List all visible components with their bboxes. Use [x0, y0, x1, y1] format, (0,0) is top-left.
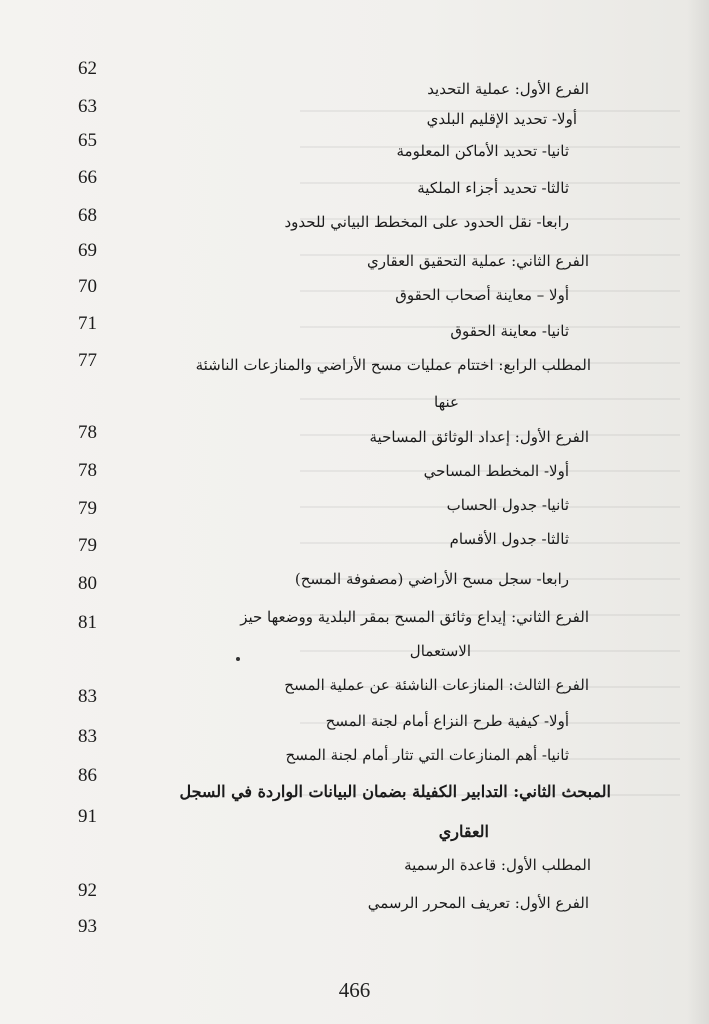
toc-entry-continuation: عنها — [434, 393, 459, 411]
toc-page-number: 70 — [78, 276, 97, 297]
toc-row — [0, 356, 709, 386]
toc-row — [0, 286, 709, 316]
toc-row — [0, 608, 709, 638]
toc-page-number: 92 — [78, 880, 97, 901]
toc-entry-text: الفرع الثالث: المنازعات الناشئة عن عملية المسح — [284, 676, 589, 694]
toc-entry-text: المبحث الثاني: التدابير الكفيلة بضمان البيانات الواردة في السجل — [179, 782, 611, 801]
toc-entry-text: الفرع الأول: إعداد الوثائق المساحية — [369, 428, 589, 446]
toc-row — [0, 570, 709, 600]
toc-entry-text: ثانيا- معاينة الحقوق — [450, 322, 569, 340]
toc-entry-text: الفرع الأول: تعريف المحرر الرسمي — [367, 894, 589, 912]
toc-entry-continuation: العقاري — [438, 822, 489, 841]
toc-entry-text: المطلب الأول: قاعدة الرسمية — [404, 856, 591, 874]
toc-page-number: 78 — [78, 460, 97, 481]
toc-entry-text: ثالثا- تحديد أجزاء الملكية — [417, 179, 569, 197]
toc-page-number: 68 — [78, 205, 97, 226]
toc-entry-text: رابعا- سجل مسح الأراضي (مصفوفة المسح) — [294, 570, 569, 588]
toc-row — [0, 642, 709, 672]
toc-page-number: 66 — [78, 167, 97, 188]
toc-page-number: 71 — [78, 313, 97, 334]
toc-entry-text: المطلب الرابع: اختتام عمليات مسح الأراضي والمنازعات الناشئة — [195, 356, 591, 374]
toc-entry-text: أولا- تحديد الإقليم البلدي — [426, 110, 577, 128]
toc-page-number: 79 — [78, 498, 97, 519]
toc-entry-text: أولا- كيفية طرح النزاع أمام لجنة المسح — [325, 712, 569, 730]
toc-page-number: 83 — [78, 686, 97, 707]
toc-page-number: 63 — [78, 96, 97, 117]
toc-page-number: 91 — [78, 806, 97, 827]
toc-row — [0, 530, 709, 560]
toc-entry-text: الفرع الثاني: عملية التحقيق العقاري — [366, 252, 589, 270]
toc-entry-text: ثانيا- تحديد الأماكن المعلومة — [396, 142, 569, 160]
toc-page-number: 93 — [78, 916, 97, 937]
toc-page-number: 69 — [78, 240, 97, 261]
toc-row — [0, 822, 709, 852]
toc-entry-text: أولا- المخطط المساحي — [423, 462, 569, 480]
toc-row — [0, 393, 709, 423]
toc-entry-text: الفرع الأول: عملية التحديد — [427, 80, 589, 98]
toc-entry-text: ثالثا- جدول الأقسام — [449, 530, 569, 548]
toc-page-number: 65 — [78, 130, 97, 151]
toc-page-number: 79 — [78, 535, 97, 556]
toc-row — [0, 746, 709, 776]
toc-row — [0, 782, 709, 812]
toc-entry-text: أولا – معاينة أصحاب الحقوق — [395, 286, 569, 304]
toc-row — [0, 322, 709, 352]
page-footer-number: 466 — [338, 978, 371, 1002]
toc-row — [0, 213, 709, 243]
toc-entry-text: ثانيا- أهم المنازعات التي تثار أمام لجنة المسح — [285, 746, 569, 764]
toc-row — [0, 462, 709, 492]
toc-row — [0, 712, 709, 742]
toc-row — [0, 496, 709, 526]
toc-entry-text: رابعا- نقل الحدود على المخطط البياني للحدود — [284, 213, 569, 231]
toc-entry-text: ثانيا- جدول الحساب — [446, 496, 569, 514]
toc-page-number: 80 — [78, 573, 97, 594]
stray-ink-dot — [236, 657, 240, 661]
toc-row — [0, 916, 709, 946]
toc-entry-text: الفرع الثاني: إيداع وثائق المسح بمقر البلدية ووضعها حيز — [240, 608, 589, 626]
toc-row — [0, 428, 709, 458]
toc-page-number: 81 — [78, 612, 97, 633]
toc-page-number: 86 — [78, 765, 97, 786]
toc-page-number: 77 — [78, 350, 97, 371]
toc-row — [0, 676, 709, 706]
toc-entry-continuation: الاستعمال — [409, 642, 471, 660]
toc-page-number: 62 — [78, 58, 97, 79]
toc-page-number: 78 — [78, 422, 97, 443]
toc-page-number: 83 — [78, 726, 97, 747]
